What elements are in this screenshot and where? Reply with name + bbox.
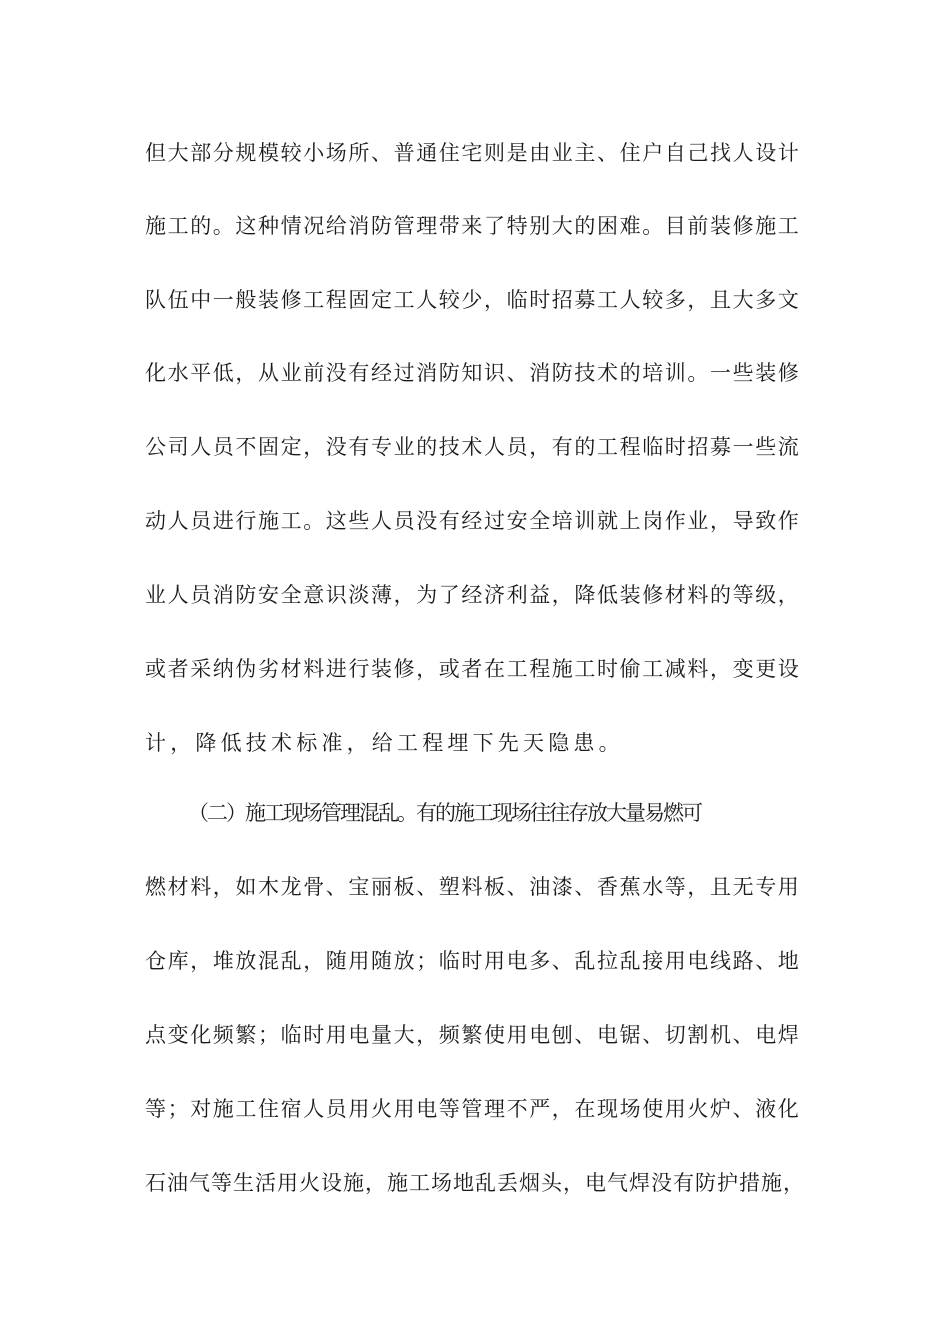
text-line: 点变化频繁；临时用电量大，频繁使用电刨、电锯、切割机、电焊: [145, 1023, 801, 1047]
text-line: 队伍中一般装修工程固定工人较少，临时招募工人较多，且大多文: [145, 288, 801, 312]
text-line: 燃材料，如木龙骨、宝丽板、塑料板、油漆、香蕉水等，且无专用: [145, 875, 801, 899]
text-line: 计，降低技术标准，给工程埋下先天隐患。: [145, 731, 624, 755]
text-line: 公司人员不固定，没有专业的技术人员，有的工程临时招募一些流: [145, 435, 801, 459]
text-line: 石油气等生活用火设施，施工场地乱丢烟头，电气焊没有防护措施，: [145, 1171, 805, 1195]
text-line: 仓库，堆放混乱，随用随放；临时用电多、乱拉乱接用电线路、地: [145, 949, 801, 973]
text-line: 等；对施工住宿人员用火用电等管理不严，在现场使用火炉、液化: [145, 1097, 801, 1121]
text-line: 动人员进行施工。这些人员没有经过安全培训就上岗作业，导致作: [145, 509, 801, 533]
paragraph-first-line: （二）施工现场管理混乱。有的施工现场往往存放大量易燃可: [188, 801, 701, 825]
text-line: 业人员消防安全意识淡薄，为了经济利益，降低装修材料的等级，: [145, 583, 801, 607]
text-line: 化水平低，从业前没有经过消防知识、消防技术的培训。一些装修: [145, 361, 801, 385]
text-line: 但大部分规模较小场所、普通住宅则是由业主、住户自己找人设计: [145, 141, 801, 165]
text-line: 施工的。这种情况给消防管理带来了特别大的困难。目前装修施工: [145, 214, 801, 238]
text-line: 或者采纳伪劣材料进行装修，或者在工程施工时偷工减料，变更设: [145, 657, 801, 681]
